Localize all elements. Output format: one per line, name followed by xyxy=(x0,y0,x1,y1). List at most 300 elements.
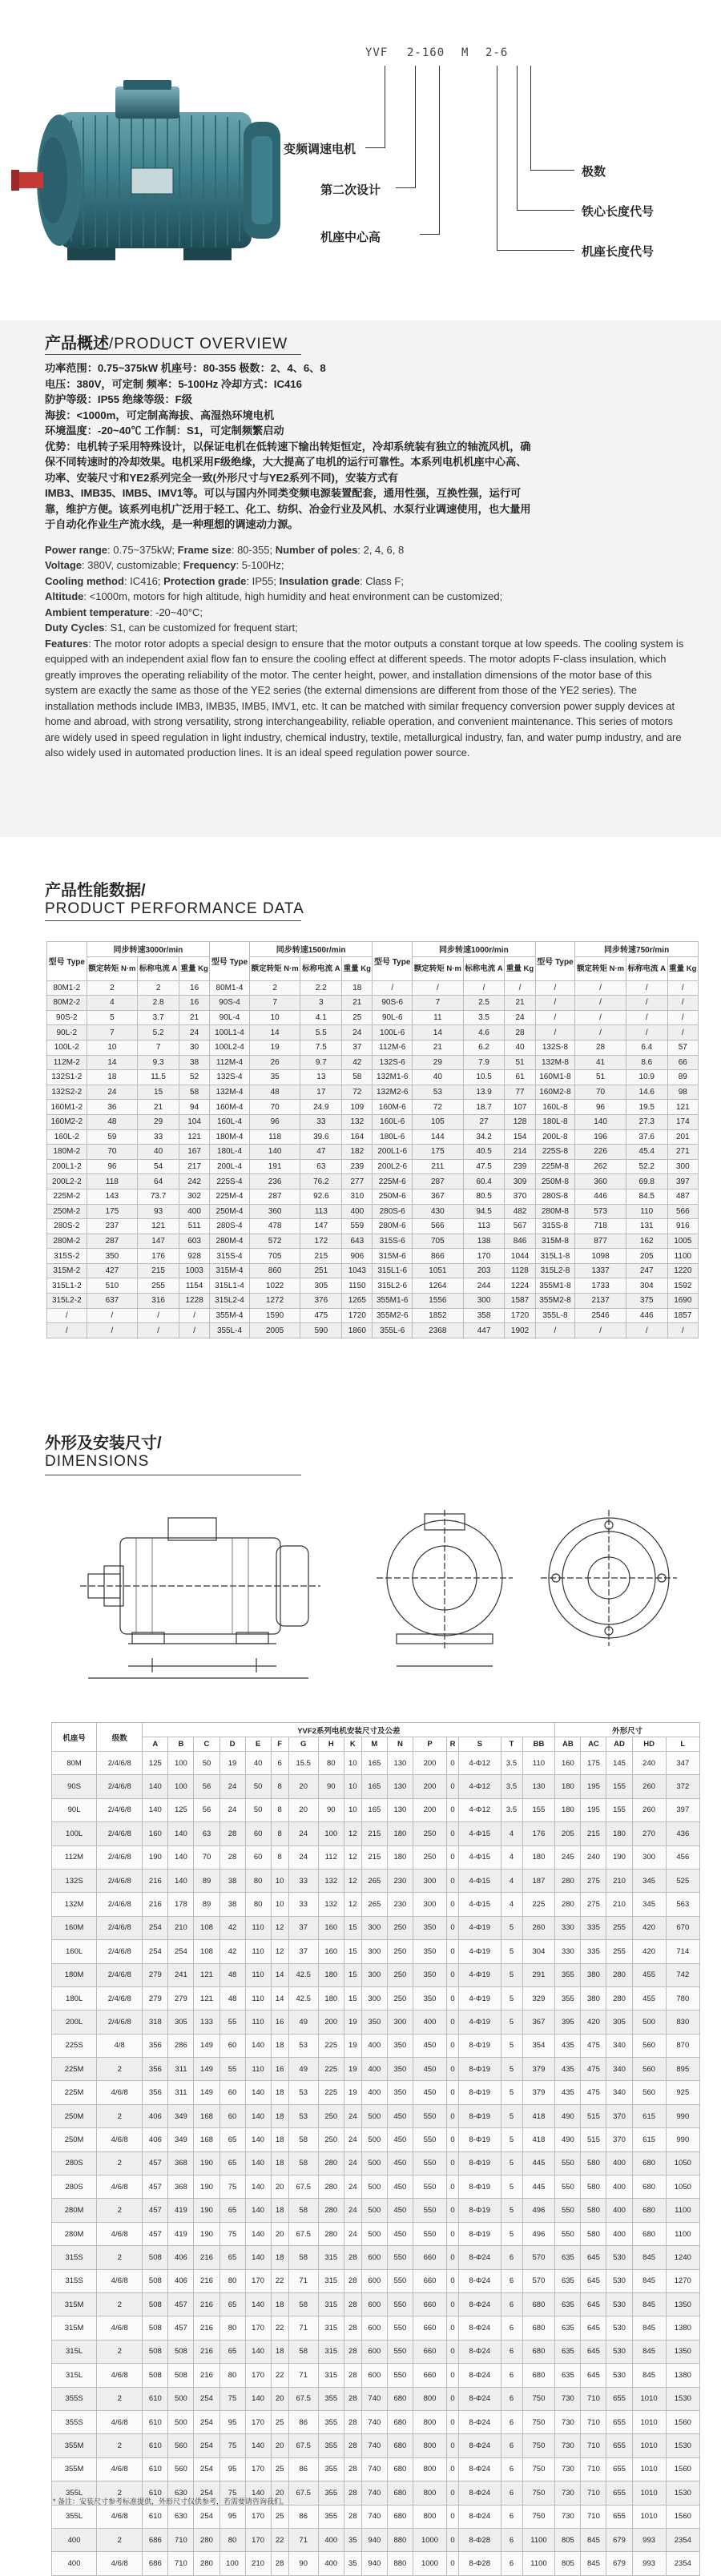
table-cell: 225M xyxy=(52,2058,97,2081)
table-cell: 4/6/8 xyxy=(97,2081,143,2104)
table-cell: 35 xyxy=(344,2528,361,2551)
table-cell: 28 xyxy=(344,2340,361,2363)
table-cell: 450 xyxy=(387,2176,413,2199)
table-cell: 250 xyxy=(387,1963,413,1986)
table-cell: 254 xyxy=(143,1916,168,1939)
table-cell: 400 xyxy=(606,2222,632,2245)
table-cell: 112 xyxy=(318,1845,344,1869)
table-cell: 67.5 xyxy=(288,2222,318,2245)
table-cell: 845 xyxy=(581,2528,606,2551)
table-cell: 4/6/8 xyxy=(97,2457,143,2481)
table-cell: 112M-2 xyxy=(47,1055,87,1070)
performance-title-en-text: PRODUCT PERFORMANCE DATA xyxy=(45,900,304,917)
table-cell: 1022 xyxy=(249,1278,300,1294)
table-cell: 4-Φ19 xyxy=(459,2010,501,2034)
leader-line xyxy=(497,250,574,251)
table-cell: 216 xyxy=(194,2292,220,2316)
table-cell: 250 xyxy=(413,1845,446,1869)
performance-subhead-cell: 重量 Kg xyxy=(179,956,209,980)
table-cell: 280S-4 xyxy=(210,1219,250,1234)
table-cell: 430 xyxy=(413,1204,464,1219)
table-cell: 121 xyxy=(194,1963,220,1986)
table-cell: / xyxy=(575,996,626,1011)
table-cell: 225S-4 xyxy=(210,1174,250,1189)
table-cell: / xyxy=(535,1010,575,1025)
overview-en-key: Frequency xyxy=(183,559,236,571)
table-cell: 108 xyxy=(194,1940,220,1963)
table-cell: 300 xyxy=(463,1294,505,1309)
table-cell: 200L xyxy=(52,2010,97,2034)
table-cell: 4-Φ15 xyxy=(459,1822,501,1845)
table-cell: 71 xyxy=(288,2269,318,2292)
table-cell: 355M1-8 xyxy=(535,1278,575,1294)
table-cell: 24 xyxy=(505,1010,535,1025)
table-cell: 19 xyxy=(344,2081,361,2104)
table-row xyxy=(47,1234,699,1249)
table-cell: 355 xyxy=(555,1963,581,1986)
table-cell: 250 xyxy=(387,1916,413,1939)
table-cell: 730 xyxy=(555,2410,581,2433)
dimensions-head-cell: 级数 xyxy=(97,1723,143,1752)
table-cell: 80 xyxy=(220,2316,245,2340)
table-cell: 379 xyxy=(522,2081,555,2104)
table-cell: 55 xyxy=(220,2058,245,2081)
table-cell: 508 xyxy=(168,2364,194,2387)
table-cell: 132M2-6 xyxy=(373,1085,413,1100)
dimensions-table-head xyxy=(52,1723,700,1752)
table-cell: 195 xyxy=(581,1775,606,1798)
table-cell: 710 xyxy=(581,2457,606,2481)
table-cell: 160L xyxy=(52,1940,97,1963)
table-cell: 6 xyxy=(501,2316,522,2340)
table-row xyxy=(52,2269,700,2292)
overview-en-value: 380V, customizable; xyxy=(87,559,181,571)
table-cell: 8-Φ24 xyxy=(459,2316,501,2340)
table-cell: 182 xyxy=(342,1145,373,1160)
table-cell: 132M-4 xyxy=(210,1085,250,1100)
table-cell: 750 xyxy=(522,2434,555,2457)
dimensions-subhead-cell: AD xyxy=(606,1737,632,1752)
table-cell: 730 xyxy=(555,2434,581,2457)
table-cell: 655 xyxy=(606,2481,632,2505)
table-cell: 660 xyxy=(413,2364,446,2387)
table-cell: 566 xyxy=(413,1219,464,1234)
table-cell: 280 xyxy=(555,1893,581,1916)
table-cell: 12 xyxy=(344,1893,361,1916)
table-cell: 635 xyxy=(555,2340,581,2363)
table-cell: 58 xyxy=(179,1085,209,1100)
table-cell: 51 xyxy=(575,1070,626,1085)
table-cell: 100 xyxy=(168,1752,194,1775)
table-cell: 530 xyxy=(606,2364,632,2387)
table-cell: 149 xyxy=(194,2081,220,2104)
table-cell: 0 xyxy=(447,2316,459,2340)
table-cell: 96 xyxy=(87,1159,138,1174)
table-cell: 550 xyxy=(387,2364,413,2387)
table-cell: 635 xyxy=(555,2246,581,2269)
table-cell: 680 xyxy=(632,2222,666,2245)
table-cell: 140 xyxy=(168,1822,194,1845)
table-cell: 58 xyxy=(288,2151,318,2175)
table-cell: 18 xyxy=(271,2292,288,2316)
table-row xyxy=(47,1174,699,1189)
table-cell: 800 xyxy=(413,2387,446,2410)
table-cell: 450 xyxy=(413,2058,446,2081)
table-cell: 47 xyxy=(300,1145,342,1160)
table-cell: 4-Φ19 xyxy=(459,1916,501,1939)
table-cell: 670 xyxy=(666,1916,699,1939)
table-cell: 1150 xyxy=(342,1278,373,1294)
table-cell: 750 xyxy=(522,2481,555,2505)
table-cell: 12 xyxy=(344,1822,361,1845)
table-cell: 2 xyxy=(97,2340,143,2363)
table-cell: 143 xyxy=(87,1189,138,1204)
table-cell: 95 xyxy=(220,2457,245,2481)
table-cell: 1050 xyxy=(666,2151,699,2175)
table-cell: 2/4/6/8 xyxy=(97,1822,143,1845)
table-cell: 510 xyxy=(87,1278,138,1294)
table-cell: 200 xyxy=(413,1798,446,1821)
table-cell: 315M xyxy=(52,2292,97,2316)
table-cell: 165 xyxy=(361,1752,387,1775)
table-cell: 5 xyxy=(501,2151,522,2175)
table-cell: 730 xyxy=(555,2387,581,2410)
table-cell: 6.2 xyxy=(463,1040,505,1055)
model-code-part: 2-6 xyxy=(485,46,509,59)
table-cell: 2 xyxy=(97,2434,143,2457)
table-cell: 60 xyxy=(220,2104,245,2127)
table-cell: 6.4 xyxy=(626,1040,667,1055)
overview-en-key: Protection grade xyxy=(163,574,247,587)
table-cell: 0 xyxy=(447,2340,459,2363)
table-cell: 75 xyxy=(220,2176,245,2199)
table-cell: 50 xyxy=(245,1798,271,1821)
table-cell: 121 xyxy=(179,1129,209,1145)
table-cell: 2 xyxy=(97,2104,143,2127)
end-view-drawing xyxy=(377,1510,513,1666)
table-cell: 350 xyxy=(413,1916,446,1939)
table-cell: 330 xyxy=(555,1916,581,1939)
table-cell: 500 xyxy=(168,2387,194,2410)
table-cell: 8 xyxy=(271,1845,288,1869)
table-cell: 89 xyxy=(194,1893,220,1916)
table-cell: 8-Φ19 xyxy=(459,2199,501,2222)
table-cell: 570 xyxy=(522,2246,555,2269)
table-cell: 680 xyxy=(522,2340,555,2363)
table-row xyxy=(52,2528,700,2551)
performance-subhead-cell: 重量 Kg xyxy=(505,956,535,980)
table-cell: 1128 xyxy=(505,1263,535,1278)
table-cell: 354 xyxy=(522,2034,555,2057)
performance-head-cell: 型号 Type xyxy=(210,942,250,981)
table-cell: 112M xyxy=(52,1845,97,1869)
table-cell: 110 xyxy=(245,1916,271,1939)
table-cell: 1902 xyxy=(505,1323,535,1338)
table-cell: 370 xyxy=(606,2104,632,2127)
table-cell: 630 xyxy=(168,2481,194,2505)
table-cell: 340 xyxy=(606,2034,632,2057)
table-cell: 3.5 xyxy=(501,1752,522,1775)
table-cell: 280 xyxy=(606,1963,632,1986)
performance-title-cn xyxy=(45,877,146,900)
overview-en-line: Duty Cycles: S1, can be customized for frequent start; xyxy=(45,622,298,634)
table-cell: 170 xyxy=(245,2269,271,2292)
table-cell: 655 xyxy=(606,2434,632,2457)
table-cell: 550 xyxy=(387,2246,413,2269)
table-cell: 355L-8 xyxy=(535,1308,575,1323)
table-cell: 1010 xyxy=(632,2481,666,2505)
table-cell: 121 xyxy=(138,1219,179,1234)
table-cell: 176 xyxy=(138,1249,179,1264)
table-cell: 550 xyxy=(413,2199,446,2222)
table-cell: 643 xyxy=(342,1234,373,1249)
table-cell: 160 xyxy=(555,1752,581,1775)
table-cell: 254 xyxy=(194,2505,220,2528)
table-cell: 2005 xyxy=(249,1323,300,1338)
performance-subhead-cell: 重量 Kg xyxy=(342,956,373,980)
table-cell: 94.5 xyxy=(463,1204,505,1219)
table-cell: 86 xyxy=(288,2457,318,2481)
table-cell: 315M-8 xyxy=(535,1234,575,1249)
table-cell: 525 xyxy=(666,1869,699,1892)
performance-head-cell: 型号 Type xyxy=(535,942,575,981)
table-cell: 48 xyxy=(220,1963,245,1986)
table-cell: 65 xyxy=(220,2199,245,2222)
table-cell: / xyxy=(179,1323,209,1338)
table-cell: 280 xyxy=(555,1869,581,1892)
table-cell: 72 xyxy=(413,1100,464,1115)
table-cell: 580 xyxy=(581,2176,606,2199)
table-cell: 300 xyxy=(413,1893,446,1916)
overview-en-value: 0.75~375kW; xyxy=(113,543,175,556)
table-cell: 740 xyxy=(361,2434,387,2457)
table-cell: 251 xyxy=(300,1263,342,1278)
table-cell: 6 xyxy=(501,2410,522,2433)
table-cell: 406 xyxy=(143,2104,168,2127)
dimensions-subhead-cell: H xyxy=(318,1737,344,1752)
table-cell: 53 xyxy=(413,1085,464,1100)
table-cell: 191 xyxy=(249,1159,300,1174)
table-cell: / xyxy=(47,1323,87,1338)
table-cell: 2/4/6/8 xyxy=(97,1893,143,1916)
table-cell: 133 xyxy=(194,2010,220,2034)
table-cell: / xyxy=(179,1308,209,1323)
dimensions-title-cn xyxy=(45,1430,162,1453)
table-cell: / xyxy=(626,1010,667,1025)
table-cell: 225S-8 xyxy=(535,1145,575,1160)
table-cell: 750 xyxy=(522,2387,555,2410)
table-cell: 254 xyxy=(168,1940,194,1963)
table-cell: 368 xyxy=(168,2151,194,2175)
table-cell: 21 xyxy=(505,996,535,1011)
table-cell: 52.2 xyxy=(626,1159,667,1174)
table-cell: 680 xyxy=(522,2316,555,2340)
table-cell: 190 xyxy=(194,2199,220,2222)
table-cell: 0 xyxy=(447,1845,459,1869)
table-cell: 355M xyxy=(52,2457,97,2481)
table-cell: 750 xyxy=(522,2505,555,2528)
performance-subhead-cell: 额定转矩 N·m xyxy=(87,956,138,980)
table-cell: 356 xyxy=(143,2081,168,2104)
overview-features-text: The motor rotor adopts a special design to ensure that the motor outputs a constant torque at low speeds. The cooling system is equipped with an independent axial flow fan to ensure the cooling effect at different speeds. The motor adopts F-class insulation, which greatly improves the operating reliability of the motor. The center height, power, and installation dimensions of the motor base of this system are exactly the same as those of the YE2 series (the external dimensions are different from those of the YE2 series). The installation methods include IMB3, IMB35, IMB5, IMV1, etc. It can be matched with similar frequency conversion power supply devices at home and abroad, with strong versatility, strong interchangeability, reliable operation, and convenient maintenance. This series of motors are widely used in speed regulation in light industry, chemical industry, textile, metallurgical industry, fan, and water pump industry, and are also widely used in automated production lines. It is an ideal speed regulation power source. xyxy=(45,637,684,759)
table-cell: 1003 xyxy=(179,1263,209,1278)
table-cell: 508 xyxy=(143,2316,168,2340)
table-cell: 8-Φ19 xyxy=(459,2151,501,2175)
table-row xyxy=(52,2128,700,2151)
table-cell: 572 xyxy=(249,1234,300,1249)
table-cell: 1044 xyxy=(505,1249,535,1264)
table-cell: 860 xyxy=(249,1263,300,1278)
table-cell: 418 xyxy=(522,2128,555,2151)
table-cell: / xyxy=(138,1323,179,1338)
table-cell: 130 xyxy=(387,1775,413,1798)
table-cell: 128 xyxy=(505,1114,535,1129)
table-cell: 400 xyxy=(606,2151,632,2175)
table-cell: 33 xyxy=(300,1114,342,1129)
table-cell: 167 xyxy=(179,1145,209,1160)
table-cell: 147 xyxy=(300,1219,342,1234)
table-cell: 138 xyxy=(463,1234,505,1249)
table-cell: 250 xyxy=(318,2104,344,2127)
table-cell: / xyxy=(667,1025,698,1040)
table-cell: 160L-8 xyxy=(535,1100,575,1115)
table-cell: 315M xyxy=(52,2316,97,2340)
table-cell: 880 xyxy=(387,2552,413,2575)
table-cell: 447 xyxy=(463,1323,505,1338)
table-cell: 140 xyxy=(245,2292,271,2316)
table-cell: 195 xyxy=(581,1798,606,1821)
table-cell: 11.5 xyxy=(138,1070,179,1085)
table-cell: 508 xyxy=(143,2269,168,2292)
table-cell: 1270 xyxy=(666,2269,699,2292)
table-cell: 8-Φ19 xyxy=(459,2222,501,2245)
table-cell: 37 xyxy=(288,1940,318,1963)
table-cell: 140 xyxy=(245,2081,271,2104)
table-cell: 54 xyxy=(138,1159,179,1174)
leader-line xyxy=(365,147,385,148)
table-cell: 175 xyxy=(413,1145,464,1160)
table-row xyxy=(47,996,699,1011)
table-cell: 2 xyxy=(97,2151,143,2175)
table-cell: 680 xyxy=(387,2387,413,2410)
table-cell: 8-Φ19 xyxy=(459,2058,501,2081)
table-cell: 12 xyxy=(344,1869,361,1892)
table-cell: 496 xyxy=(522,2222,555,2245)
overview-cn-line: 电压：380V，可定制 频率：5-100Hz 冷却方式：IC416 xyxy=(45,377,302,390)
leader-line xyxy=(517,210,574,211)
table-cell: 2 xyxy=(97,2528,143,2551)
table-cell: 990 xyxy=(666,2128,699,2151)
dimensions-head-cell: 机座号 xyxy=(52,1723,97,1752)
table-cell: 400 xyxy=(318,2528,344,2551)
table-cell: 686 xyxy=(143,2552,168,2575)
table-cell: 38 xyxy=(179,1055,209,1070)
table-cell: 4 xyxy=(501,1845,522,1869)
table-row xyxy=(52,2387,700,2410)
table-cell: 1265 xyxy=(342,1294,373,1309)
table-cell: 280S-8 xyxy=(535,1189,575,1204)
table-cell: 22 xyxy=(271,2364,288,2387)
table-cell: 1592 xyxy=(667,1278,698,1294)
table-cell: 140 xyxy=(245,2151,271,2175)
table-cell: 132S2-2 xyxy=(47,1085,87,1100)
table-cell: 8-Φ24 xyxy=(459,2410,501,2433)
table-cell: 225 xyxy=(318,2081,344,2104)
table-cell: 180 xyxy=(522,1845,555,1869)
table-cell: 560 xyxy=(632,2058,666,2081)
table-cell: 38 xyxy=(220,1869,245,1892)
table-cell: 162 xyxy=(626,1234,667,1249)
table-cell: 172 xyxy=(300,1234,342,1249)
table-cell: 49 xyxy=(288,2058,318,2081)
table-cell: 10 xyxy=(87,1040,138,1055)
table-cell: 140 xyxy=(245,2128,271,2151)
table-cell: 0 xyxy=(447,2246,459,2269)
table-cell: 60.4 xyxy=(463,1174,505,1189)
table-cell: 635 xyxy=(555,2269,581,2292)
table-cell: 94 xyxy=(179,1100,209,1115)
table-cell: 200L-8 xyxy=(535,1129,575,1145)
table-cell: 418 xyxy=(522,2104,555,2127)
table-cell: 180L-6 xyxy=(373,1129,413,1145)
overview-body xyxy=(45,360,686,761)
table-cell: 28 xyxy=(344,2481,361,2505)
table-cell: 400 xyxy=(179,1204,209,1219)
table-cell: / xyxy=(667,1323,698,1338)
table-cell: 24 xyxy=(344,2128,361,2151)
table-cell: 315 xyxy=(318,2316,344,2340)
table-cell: 6 xyxy=(501,2434,522,2457)
table-cell: 645 xyxy=(581,2292,606,2316)
table-cell: 350 xyxy=(413,1940,446,1963)
table-cell: 2 xyxy=(97,2387,143,2410)
table-cell: 217 xyxy=(179,1159,209,1174)
table-cell: 456 xyxy=(666,1845,699,1869)
table-cell: 560 xyxy=(632,2034,666,2057)
table-cell: 660 xyxy=(413,2246,446,2269)
table-cell: 155 xyxy=(606,1798,632,1821)
table-cell: 28 xyxy=(220,1822,245,1845)
table-cell: 145 xyxy=(606,1752,632,1775)
table-cell: 457 xyxy=(143,2176,168,2199)
table-cell: 0 xyxy=(447,1822,459,1845)
table-cell: 356 xyxy=(143,2034,168,2057)
table-cell: 190 xyxy=(194,2222,220,2245)
table-cell: 245 xyxy=(555,1845,581,1869)
table-cell: 196 xyxy=(575,1129,626,1145)
table-cell: 372 xyxy=(666,1775,699,1798)
table-cell: 457 xyxy=(143,2222,168,2245)
table-cell: 205 xyxy=(555,1822,581,1845)
table-cell: 25 xyxy=(271,2457,288,2481)
table-cell: 58 xyxy=(288,2128,318,2151)
table-cell: 254 xyxy=(194,2387,220,2410)
table-cell: 154 xyxy=(505,1129,535,1145)
table-cell: 110 xyxy=(245,1986,271,2010)
table-cell: 570 xyxy=(522,2269,555,2292)
table-cell: 95 xyxy=(220,2410,245,2433)
table-cell: 475 xyxy=(581,2058,606,2081)
table-cell: 230 xyxy=(387,1869,413,1892)
table-cell: 490 xyxy=(555,2104,581,2127)
table-cell: 225 xyxy=(522,1893,555,1916)
table-cell: 4-Φ19 xyxy=(459,1940,501,1963)
table-cell: / xyxy=(667,996,698,1011)
table-cell: 0 xyxy=(447,2387,459,2410)
table-cell: 350 xyxy=(361,2010,387,2034)
overview-en-value: <1000m, motors for high altitude, high humidity and heat environment can be customized; xyxy=(89,590,503,602)
table-cell: 8-Φ24 xyxy=(459,2387,501,2410)
